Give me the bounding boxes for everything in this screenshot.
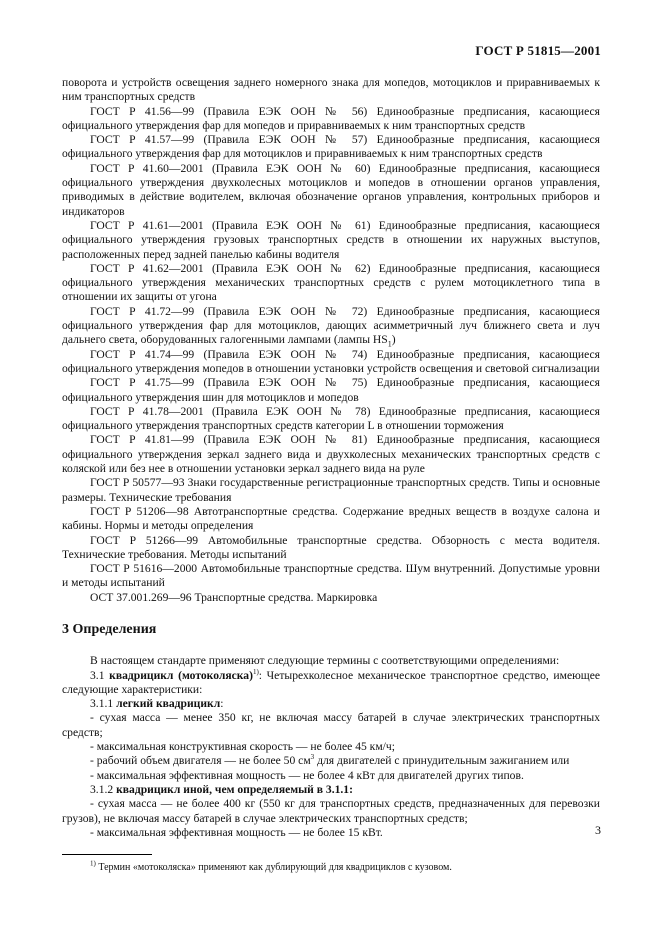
ref-paragraph: поворота и устройств освещения заднего номерного знака для мопедов, мотоциклов и приравниваемых к ним транспортных средств bbox=[62, 76, 600, 104]
section-heading: 3 Определения bbox=[62, 621, 157, 637]
definition-text: : Четырехколесное механическое транспортное средство, имеющее следующие характеристики: bbox=[62, 668, 600, 696]
footnote-text: Термин «мотоколяска» применяют как дублирующий для квадрициклов с кузовом. bbox=[95, 862, 452, 874]
list-item: - максимальная эффективная мощность — не более 15 кВт. bbox=[90, 825, 383, 839]
document-header: ГОСТ Р 51815—2001 bbox=[475, 43, 601, 58]
ref-paragraph: ГОСТ Р 50577—93 Знаки государственные регистрационные транспортных средств. Типы и основные размеры. Технические требования bbox=[62, 476, 600, 504]
colon: : bbox=[220, 697, 224, 711]
list-item: - максимальная конструктивная скорость — не более 45 км/ч; bbox=[90, 740, 395, 754]
ref-paragraph: ГОСТ Р 51206—98 Автотранспортные средства. Содержание вредных веществ в воздухе салона и кабины. Нормы и методы определения bbox=[62, 504, 600, 533]
subscript: 1 bbox=[387, 339, 392, 349]
ref-paragraph: ОСТ 37.001.269—96 Транспортные средства. Маркировка bbox=[90, 590, 378, 604]
ref-paragraph: ГОСТ Р 51266—99 Автомобильные транспортные средства. Обзорность с места водителя. Технические требования. Методы испытаний bbox=[62, 533, 600, 561]
ref-paragraph: ГОСТ Р 51616—2000 Автомобильные транспортные средства. Шум внутренний. Допустимые уровни и методы испытаний bbox=[62, 562, 600, 590]
definition-3-1 bbox=[62, 669, 600, 698]
clause-number: 3.1.1 bbox=[90, 697, 114, 711]
footnote-divider bbox=[62, 854, 152, 855]
list-item: - максимальная эффективная мощность — не более 4 кВт для двигателей других типов. bbox=[90, 768, 524, 782]
superscript: 3 bbox=[310, 753, 315, 762]
ref-paragraph bbox=[62, 305, 600, 348]
ref-paragraph: ГОСТ Р 41.62—2001 (Правила ЕЭК ООН № 62) Единообразные предписания, касающиеся официального утверждения механических транспортных средств с рулем мотоциклетного типа в отношении их защиты от угона bbox=[62, 261, 600, 304]
ref-paragraph: ГОСТ Р 41.61—2001 (Правила ЕЭК ООН № 61) Единообразные предписания, касающиеся официального утверждения грузовых транспортных средств в отношении их наружных выступов, расположенных перед задней панелью кабины водителя bbox=[62, 218, 600, 261]
term: легкий квадрицикл bbox=[116, 697, 221, 711]
definition-3-1-2 bbox=[62, 783, 600, 797]
term: квадрицикл иной, чем определяемый в 3.1.1: bbox=[116, 782, 353, 796]
ref-text: ГОСТ Р 41.72—99 (Правила ЕЭК ООН № 72) Единообразные предписания, касающиеся официального утверждения фар для мотоциклов, дающих асимметричный луч ближнего света и луч дальнего света, оборудованных галогенными лампами (лампы HS bbox=[62, 304, 600, 347]
ref-text-tail: ) bbox=[391, 333, 396, 347]
list-text: для двигателей с принудительным зажиганием или bbox=[314, 754, 570, 768]
term: квадрицикл (мотоколяска) bbox=[109, 668, 253, 682]
list-item: - сухая масса — не более 400 кг (550 кг для транспортных средств, предназначенных для перевозки грузов), не включая массу батарей в случае электрических транспортных средств; bbox=[62, 797, 600, 825]
clause-number: 3.1 bbox=[90, 668, 105, 682]
ref-paragraph: ГОСТ Р 41.56—99 (Правила ЕЭК ООН № 56) Единообразные предписания, касающиеся официального утверждения фар для мопедов и приравниваемых к ним транспортных средств bbox=[62, 104, 600, 132]
page-number: 3 bbox=[595, 823, 601, 837]
list-item: - сухая масса — менее 350 кг, не включая массу батарей в случае электрических транспортных средств; bbox=[62, 711, 600, 739]
definition-3-1-1 bbox=[62, 697, 600, 711]
list-item bbox=[62, 754, 600, 768]
definitions-intro: В настоящем стандарте применяют следующие термины с соответствующими определениями: bbox=[90, 654, 560, 668]
footnote-mark: 1) bbox=[90, 859, 96, 868]
ref-paragraph: ГОСТ Р 41.74—99 (Правила ЕЭК ООН № 74) Единообразные предписания, касающиеся официального утверждения мопедов в отношении установки устройств освещения и световой сигнализации bbox=[62, 347, 600, 375]
ref-paragraph: ГОСТ Р 41.75—99 (Правила ЕЭК ООН № 75) Единообразные предписания, касающиеся официального утверждения шин для мотоциклов и мопедов bbox=[62, 376, 600, 404]
ref-paragraph: ГОСТ Р 41.81—99 (Правила ЕЭК ООН № 81) Единообразные предписания, касающиеся официального утверждения зеркал заднего вида и двухколесных механических транспортных средств с коляской или без нее в отношении установки зеркал заднего вида на руле bbox=[62, 433, 600, 476]
page-body bbox=[62, 76, 600, 874]
footnote-mark: 1) bbox=[252, 667, 259, 676]
ref-paragraph: ГОСТ Р 41.57—99 (Правила ЕЭК ООН № 57) Единообразные предписания, касающиеся официального утверждения фар для мотоциклов и приравниваемых к ним транспортных средств bbox=[62, 133, 600, 161]
ref-paragraph: ГОСТ Р 41.60—2001 (Правила ЕЭК ООН № 60) Единообразные предписания, касающиеся официального утверждения двухколесных мотоциклов и мопедов в отношении органов управления, приводимых в действие водителем, включая обозначение органов управления, контрольных приборов и индикаторов bbox=[62, 161, 600, 218]
list-text: - рабочий объем двигателя — не более 50 см bbox=[90, 754, 311, 768]
footnote bbox=[62, 861, 600, 874]
clause-number: 3.1.2 bbox=[90, 782, 114, 796]
ref-paragraph: ГОСТ Р 41.78—2001 (Правила ЕЭК ООН № 78) Единообразные предписания, касающиеся официального утверждения транспортных средств категории L в отношении торможения bbox=[62, 404, 600, 433]
